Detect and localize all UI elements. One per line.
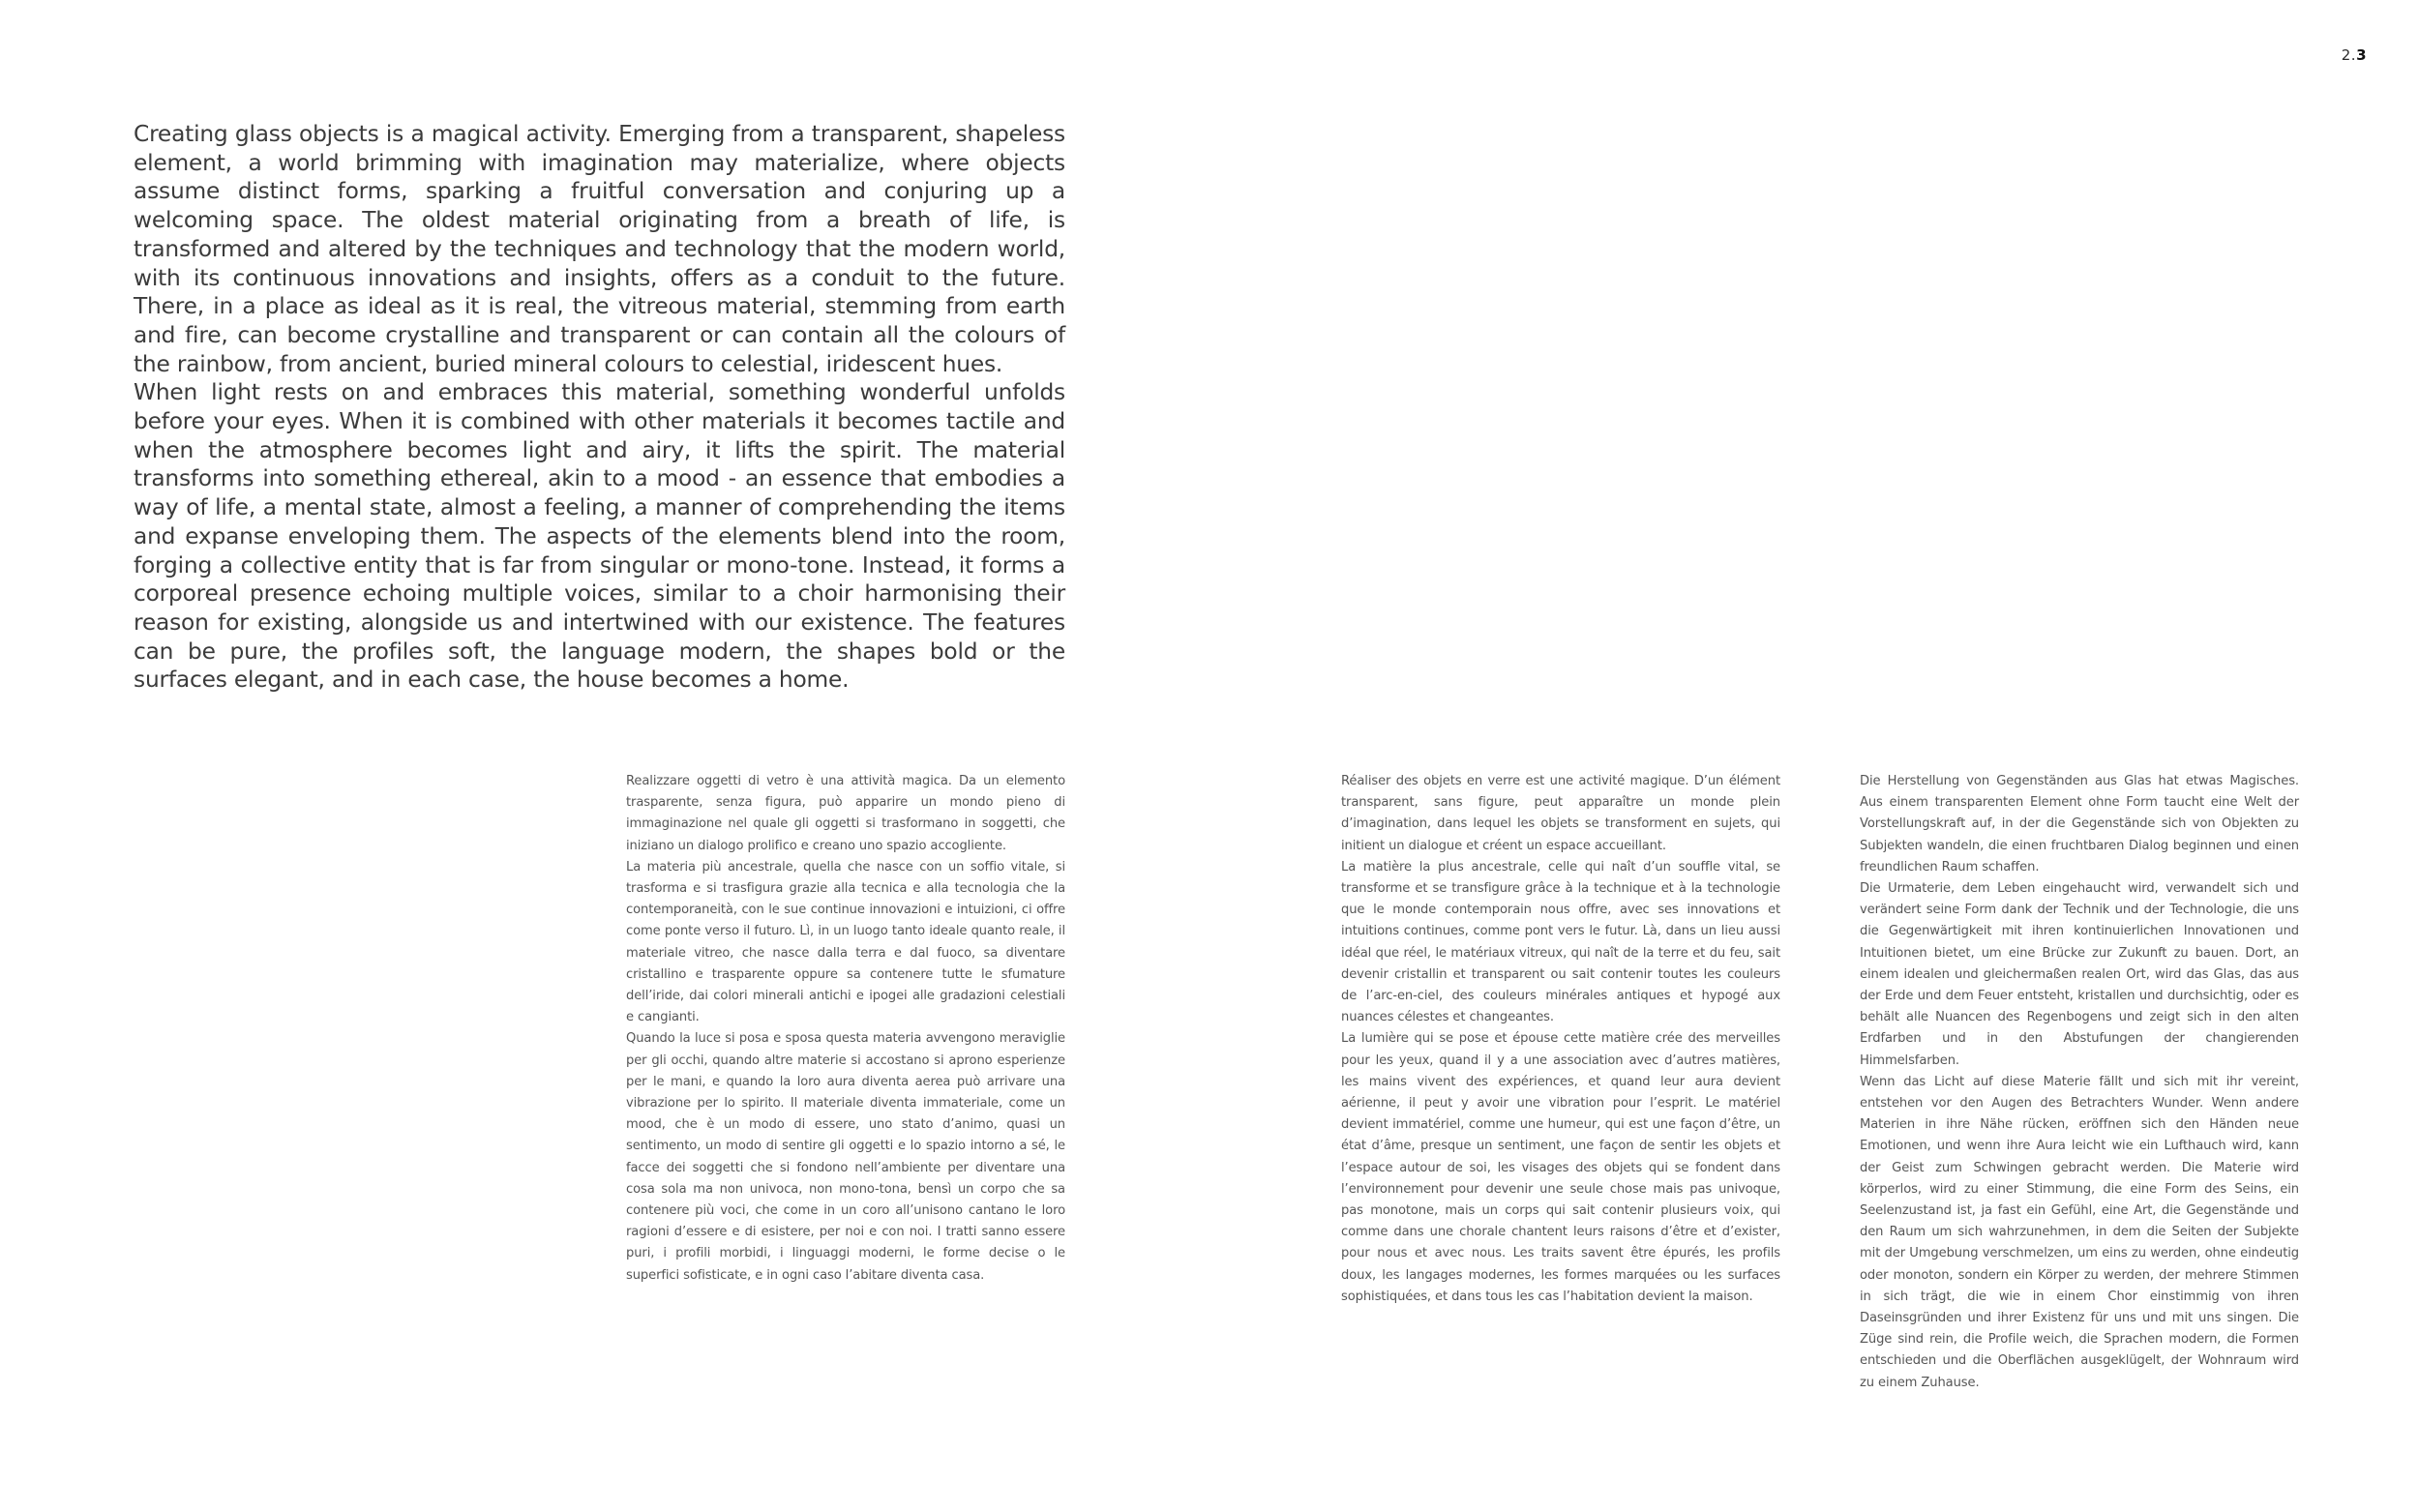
page-number <box>2303 46 2367 64</box>
italian-text-column <box>626 771 1065 1287</box>
english-paragraph: Creating glass objects is a magical activity. Emerging from a transparent, shapeless element, a world brimming with imagination may materialize, where objects assume distinct forms, sparking a fruitful conversation and conjuring up a welcoming space. The oldest material originating from a breath of life, is transformed and altered by the techniques and technology that the modern world, with its continuous innovations and insights, offers as a conduit to the future. There, in a place as ideal as it is real, the vitreous material, stemming from earth and fire, can become crystalline and transparent or can contain all the colours of the rainbow, from ancient, buried mineral colours to celestial, iridescent hues. <box>134 121 1065 377</box>
italian-paragraph: Quando la luce si posa e sposa questa materia avvengono meraviglie per gli occhi, quando altre materie si accostano si aprono esperienze per le mani, e quando la loro aura diventa aerea può arrivare una vibrazione per lo spirito. Il materiale diventa immateriale, come un mood, che è un modo di essere, uno stato d’animo, quasi un sentimento, un modo di sentire gli oggetti e lo spazio intorno a sé, le facce dei soggetti che si fondono nell’ambiente per diventare una cosa sola ma non univoca, non mono-tona, bensì un corpo che sa contenere più voci, che come in un coro all’unisono cantano le loro ragioni d’essere e di esistere, per noi e con noi. I tratti sanno essere puri, i profili morbidi, i linguaggi moderni, le forme decise o le superfici sofisticate, e in ogni caso l’abitare diventa casa. <box>626 1031 1065 1283</box>
page-number-prefix: 2. <box>2341 46 2357 64</box>
french-paragraph: La lumière qui se pose et épouse cette matière crée des merveilles pour les yeux, quand il y a une association avec d’autres matières, les mains vivent des expériences, et quand leur aura devient aérienne, il peut y avoir une vibration pour l’esprit. Le matériel devient immatériel, comme une humeur, qui est une façon d’être, un état d’âme, presque un sentiment, une façon de sentir les objets et l’espace autour de soi, les visages des objets qui se fondent dans l’environnement pour devenir une seule chose mais pas univoque, pas monotone, mais un corps qui sait contenir plusieurs voix, qui comme dans une chorale chantent leurs raisons d’être et d’exister, pour nous et avec nous. Les traits savent être épurés, les profils doux, les langages modernes, les formes marquées ou les surfaces sophistiquées, et dans tous les cas l’habitation devient la maison. <box>1341 1031 1780 1304</box>
german-paragraph: Wenn das Licht auf diese Materie fällt und sich mit ihr vereint, entstehen vor den Augen des Betrachters Wunder. Wenn andere Materien in ihre Nähe rücken, eröffnen sich den Händen neue Emotionen, und wenn ihre Aura leicht wie ein Lufthauch wird, kann der Geist zum Schwingen gebracht werden. Die Materie wird körperlos, wird zu einer Stimmung, die eine Form des Seins, ein Seelenzustand ist, ja fast ein Gefühl, eine Art, die Gegenstände und den Raum um sich wahrzunehmen, in dem die Seiten der Subjekte mit der Umgebung verschmelzen, um eins zu werden, ohne eindeutig oder monoton, sondern ein Körper zu werden, der mehrere Stimmen in sich trägt, die wie in einem Chor einstimmig von ihren Daseinsgründen und ihrer Existenz für uns und mit uns singen. Die Züge sind rein, die Profile weich, die Sprachen modern, die Formen entschieden und die Oberflächen ausgeklügelt, der Wohnraum wird zu einem Zuhause. <box>1860 1074 2299 1390</box>
english-paragraph: When light rests on and embraces this material, something wonderful unfolds before your eyes. When it is combined with other materials it becomes tactile and when the atmosphere becomes light and airy, it lifts the spirit. The material transforms into something ethereal, akin to a mood - an essence that embodies a way of life, a mental state, almost a feeling, a manner of comprehending the items and expanse enveloping them. The aspects of the elements blend into the room, forging a collective entity that is far from singular or mono-tone. Instead, it forms a corporeal presence echoing multiple voices, similar to a choir harmonising their reason for existing, alongside us and intertwined with our existence. The features can be pure, the profiles soft, the language modern, the shapes bold or the surfaces elegant, and in each case, the house becomes a home. <box>134 379 1065 694</box>
italian-paragraph: La materia più ancestrale, quella che nasce con un soffio vitale, si trasforma e si trasfigura grazie alla tecnica e alla tecnologia che la contemporaneità, con le sue continue innovazioni e intuizioni, ci offre come ponte verso il futuro. Lì, in un luogo tanto ideale quanto reale, il materiale vitreo, che nasce dalla terra e dal fuoco, sa diventare cristallino e trasparente oppure sa contenere tutte le sfumature dell’iride, dai colori minerali antichi e ipogei alle gradazioni celestiali e cangianti. <box>626 859 1065 1025</box>
german-text-column <box>1860 771 2299 1394</box>
german-paragraph: Die Herstellung von Gegenständen aus Glas hat etwas Magisches. Aus einem transparenten Element ohne Form taucht eine Welt der Vorstellungskraft auf, in der die Gegenstände sich von Objekten zu Subjekten wandeln, die einen fruchtbaren Dialog beginnen und einen freundlichen Raum schaffen. <box>1860 774 2299 875</box>
english-text-block <box>134 120 1065 695</box>
italian-paragraph: Realizzare oggetti di vetro è una attività magica. Da un elemento trasparente, senza figura, può apparire un mondo pieno di immaginazione nel quale gli oggetti si trasformano in soggetti, che iniziano un dialogo prolifico e creano uno spazio accogliente. <box>626 774 1065 853</box>
french-text-column <box>1341 771 1780 1308</box>
french-paragraph: Réaliser des objets en verre est une activité magique. D’un élément transparent, sans figure, peut apparaître un monde plein d’imagination, dans lequel les objets se transforment en sujets, qui initient un dialogue et créent un espace accueillant. <box>1341 774 1780 853</box>
french-paragraph: La matière la plus ancestrale, celle qui naît d’un souffle vital, se transforme et se transfigure grâce à la technique et à la technologie que le monde contemporain nous offre, avec ses innovations et intuitions continues, comme pont vers le futur. Là, dans un lieu aussi idéal que réel, le matériaux vitreux, qui naît de la terre et du feu, sait devenir cristallin et transparent ou sait contenir toutes les couleurs de l’arc-en-ciel, des couleurs minérales antiques et hypogé aux nuances célestes et changeantes. <box>1341 859 1780 1025</box>
page-number-main: 3 <box>2356 46 2367 64</box>
german-paragraph: Die Urmaterie, dem Leben eingehaucht wird, verwandelt sich und verändert seine Form dank der Technik und der Technologie, die uns die Gegenwärtigkeit mit ihren kontinuierlichen Innovationen und Intuitionen bietet, um eine Brücke zur Zukunft zu bauen. Dort, an einem idealen und gleichermaßen realen Ort, wird das Glas, das aus der Erde und dem Feuer entsteht, kristallen und durchsichtig, oder es behält alle Nuancen des Regenbogens und zeigt sich in den alten Erdfarben und in den Abstufungen der changierenden Himmelsfarben. <box>1860 881 2299 1068</box>
